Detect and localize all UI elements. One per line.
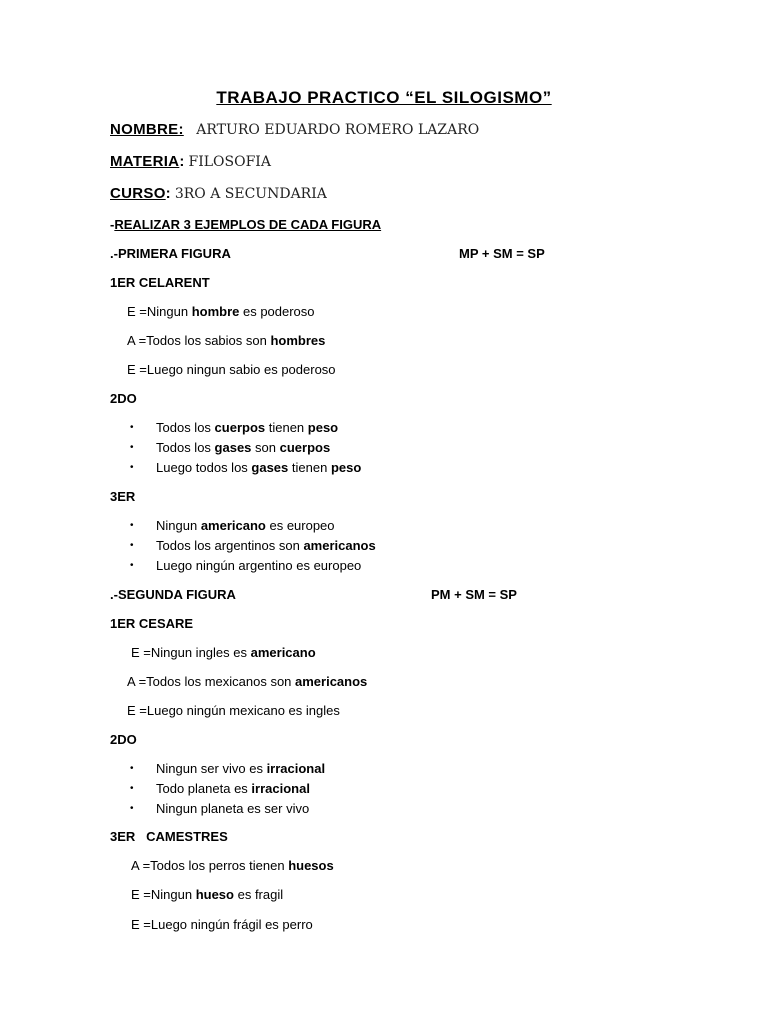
instruction-dash: - [110, 217, 115, 232]
figura2-ex3-line1 [131, 858, 334, 874]
bold-term: cuerpos [279, 440, 331, 455]
text-part: es europeo [265, 518, 335, 533]
nombre-value: ARTURO EDUARDO ROMERO LAZARO [196, 122, 480, 138]
figura1-formula: MP + SM = SP [459, 246, 545, 261]
bullet-icon: • [130, 540, 134, 551]
figura2-ex3-line3 [131, 917, 313, 933]
curso-row [110, 185, 327, 202]
bold-term: hombres [270, 333, 326, 348]
bullet-icon: • [130, 462, 134, 473]
text-part: Todo planeta es [156, 781, 252, 796]
figura1-ex1-line1 [127, 304, 315, 320]
figura2-ex2-line2 [156, 781, 310, 797]
text-part: son [251, 440, 280, 455]
figura1-ex1-line2 [127, 333, 325, 349]
text-part: E =Ningun [127, 304, 192, 319]
bullet-icon: • [130, 763, 134, 774]
nombre-label: NOMBRE: [110, 121, 184, 138]
bold-term: gases [251, 460, 289, 475]
text-part: tienen [288, 460, 331, 475]
text-part: Todos los [156, 420, 215, 435]
figura2-ex2-label: 2DO [110, 732, 137, 747]
text-part: Ningun [156, 518, 201, 533]
figura2-ex1-line2 [127, 674, 367, 690]
bold-term: hombre [191, 304, 240, 319]
bold-term: irracional [251, 781, 310, 796]
bullet-icon: • [130, 422, 134, 433]
figura1-ex2-line2 [156, 440, 330, 456]
figura1-ex2-line3 [156, 460, 361, 476]
materia-colon: : [179, 153, 185, 170]
figura2-ex1-line3 [127, 703, 340, 719]
figura1-ex3-line3 [156, 558, 361, 574]
text-part: Todos los [156, 440, 215, 455]
bold-term: hueso [195, 887, 234, 902]
figura1-ex3-line2 [156, 538, 376, 554]
bold-term: gases [214, 440, 252, 455]
curso-value: 3RO A SECUNDARIA [174, 186, 327, 202]
text-part: Luego todos los [156, 460, 252, 475]
bold-term: cuerpos [214, 420, 266, 435]
text-part: E =Luego ningun sabio es poderoso [127, 362, 336, 377]
text-part: Todos los argentinos son [156, 538, 304, 553]
nombre-row [110, 121, 479, 138]
text-part: A =Todos los mexicanos son [127, 674, 296, 689]
text-part: tienen [265, 420, 308, 435]
bold-term: americano [250, 645, 316, 660]
bold-term: americano [200, 518, 266, 533]
figura2-formula: PM + SM = SP [431, 587, 517, 602]
bold-term: peso [307, 420, 339, 435]
bold-term: huesos [288, 858, 334, 873]
bold-term: americanos [295, 674, 368, 689]
figura1-heading: .-PRIMERA FIGURA [110, 246, 231, 261]
bullet-icon: • [130, 783, 134, 794]
figura1-ex2-label: 2DO [110, 391, 137, 406]
bullet-icon: • [130, 520, 134, 531]
materia-value: FILOSOFIA [188, 154, 271, 170]
figura1-ex1-label: 1ER CELARENT [110, 275, 210, 290]
figura2-ex1-line1 [131, 645, 316, 661]
text-part: E =Luego ningún frágil es perro [131, 917, 313, 932]
text-part: E =Ningun ingles es [131, 645, 251, 660]
bullet-icon: • [130, 560, 134, 571]
bold-term: irracional [266, 761, 326, 776]
text-part: es poderoso [239, 304, 315, 319]
bullet-icon: • [130, 803, 134, 814]
text-part: E =Luego ningún mexicano es ingles [127, 703, 340, 718]
text-part: A =Todos los sabios son [127, 333, 271, 348]
figura1-ex3-line1 [156, 518, 335, 534]
figura2-heading: .-SEGUNDA FIGURA [110, 587, 236, 602]
materia-row [110, 153, 271, 170]
figura2-ex2-line1 [156, 761, 325, 777]
figura1-ex2-line1 [156, 420, 338, 436]
document-title: TRABAJO PRACTICO “EL SILOGISMO” [216, 88, 552, 107]
curso-label: CURSO [110, 185, 166, 202]
bullet-icon: • [130, 442, 134, 453]
bold-term: americanos [303, 538, 376, 553]
text-part: es fragil [233, 887, 284, 902]
curso-colon: : [165, 185, 171, 202]
materia-label: MATERIA [110, 153, 180, 170]
figura2-ex2-line3 [156, 801, 309, 817]
instruction-text: REALIZAR 3 EJEMPLOS DE CADA FIGURA [114, 217, 382, 232]
text-part: E =Ningun [131, 887, 196, 902]
bold-term: peso [330, 460, 362, 475]
figura2-ex3-label: 3ER CAMESTRES [110, 829, 228, 844]
figura2-ex1-label: 1ER CESARE [110, 616, 194, 631]
text-part: Ningun ser vivo es [156, 761, 267, 776]
instruction [110, 217, 381, 233]
figura1-ex1-line3 [127, 362, 336, 378]
text-part: Luego ningún argentino es europeo [156, 558, 362, 573]
figura2-ex3-line2 [131, 887, 283, 903]
text-part: Ningun planeta es ser vivo [156, 801, 310, 816]
figura1-ex3-label: 3ER [110, 489, 136, 504]
text-part: A =Todos los perros tienen [131, 858, 289, 873]
